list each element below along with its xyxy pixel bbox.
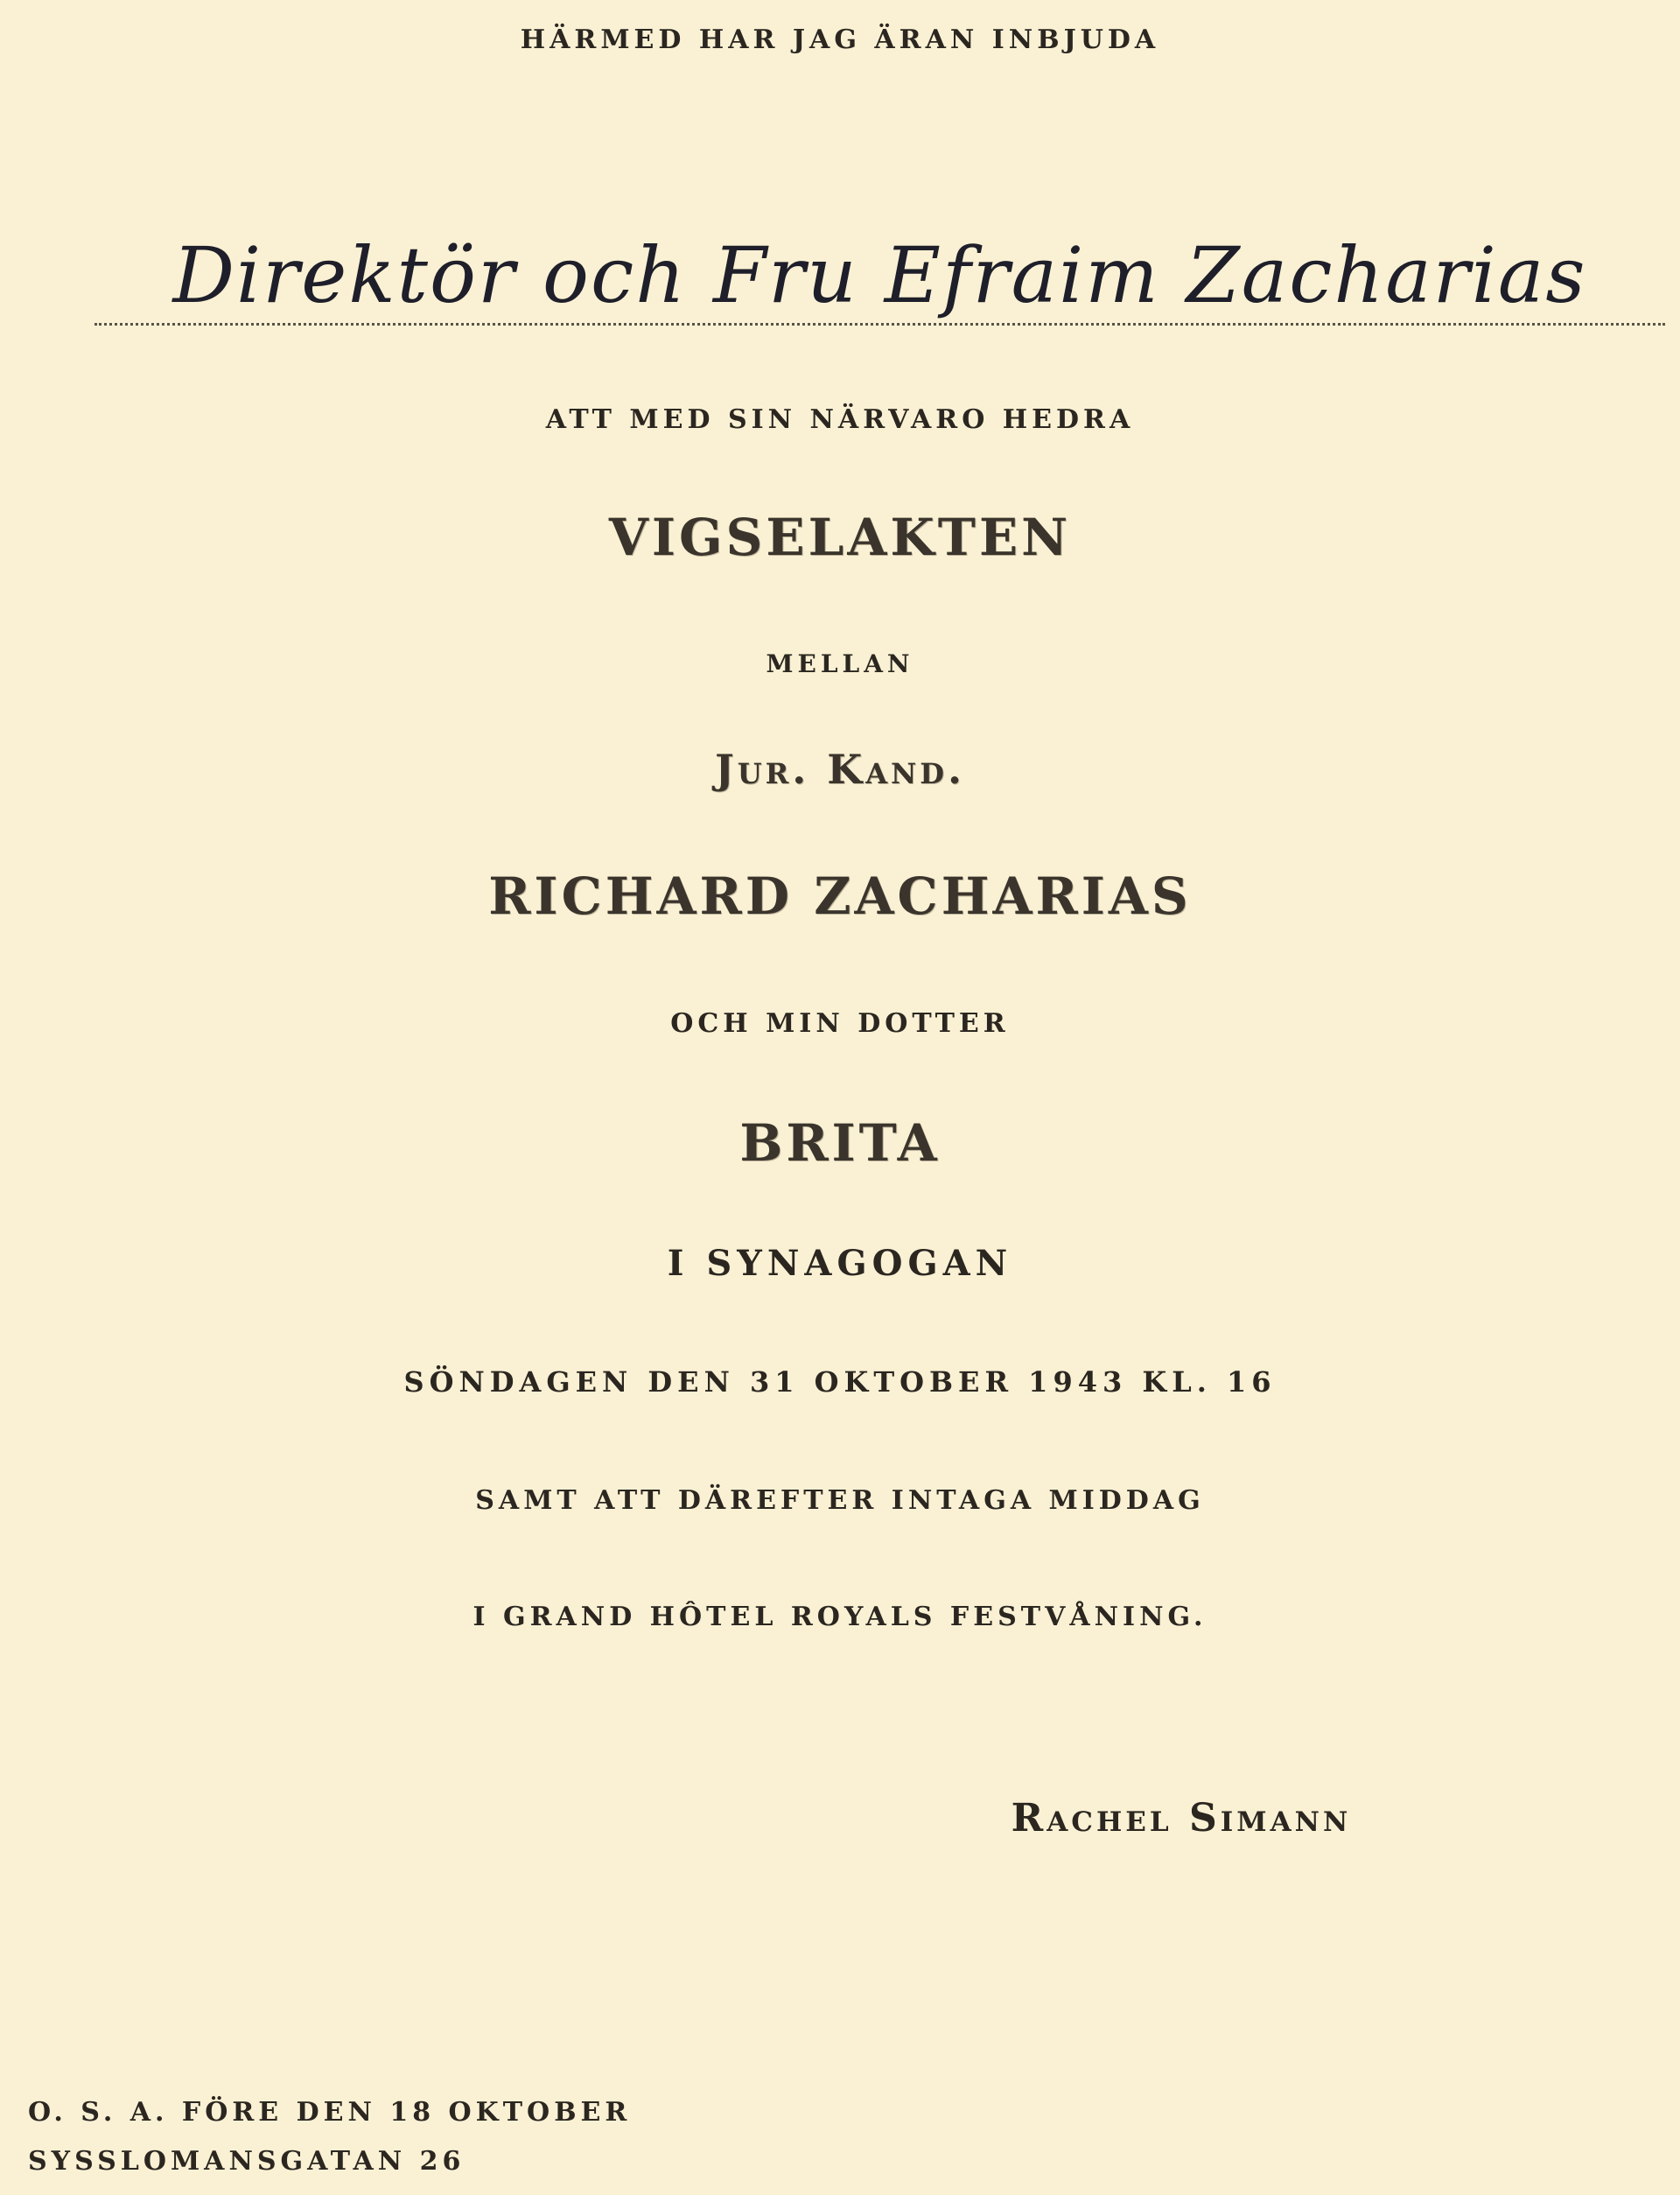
between-line: MELLAN [766,649,914,678]
dotted-rule [94,323,1665,326]
rsvp-line: O. S. A. FÖRE DEN 18 OKTOBER [28,2097,632,2128]
groom-title: Jur. Kand. [714,746,966,793]
dinner-line: SAMT ATT DÄREFTER INTAGA MIDDAG [475,1485,1205,1516]
request-line: ATT MED SIN NÄRVARO HEDRA [545,404,1135,435]
host-signature: Rachel Simann [1011,1796,1352,1841]
guest-name: Direktör och Fru Efraim Zacharias [172,230,1587,320]
opening-line: HÄRMED HAR JAG ÄRAN INBJUDA [520,25,1160,55]
dinner-venue-line: I GRAND HÔTEL ROYALS FESTVÅNING. [472,1602,1208,1632]
bride-name: BRITA [739,1113,941,1173]
guest-name-field [94,207,1665,329]
address-line: SYSSLOMANSGATAN 26 [28,2146,466,2177]
event-title: VIGSELAKTEN [608,508,1072,567]
venue-line: I SYNAGOGAN [667,1243,1013,1284]
and-daughter-line: OCH MIN DOTTER [670,1008,1010,1039]
date-time-line: SÖNDAGEN DEN 31 OKTOBER 1943 KL. 16 [403,1365,1277,1399]
groom-name: RICHARD ZACHARIAS [488,866,1192,926]
